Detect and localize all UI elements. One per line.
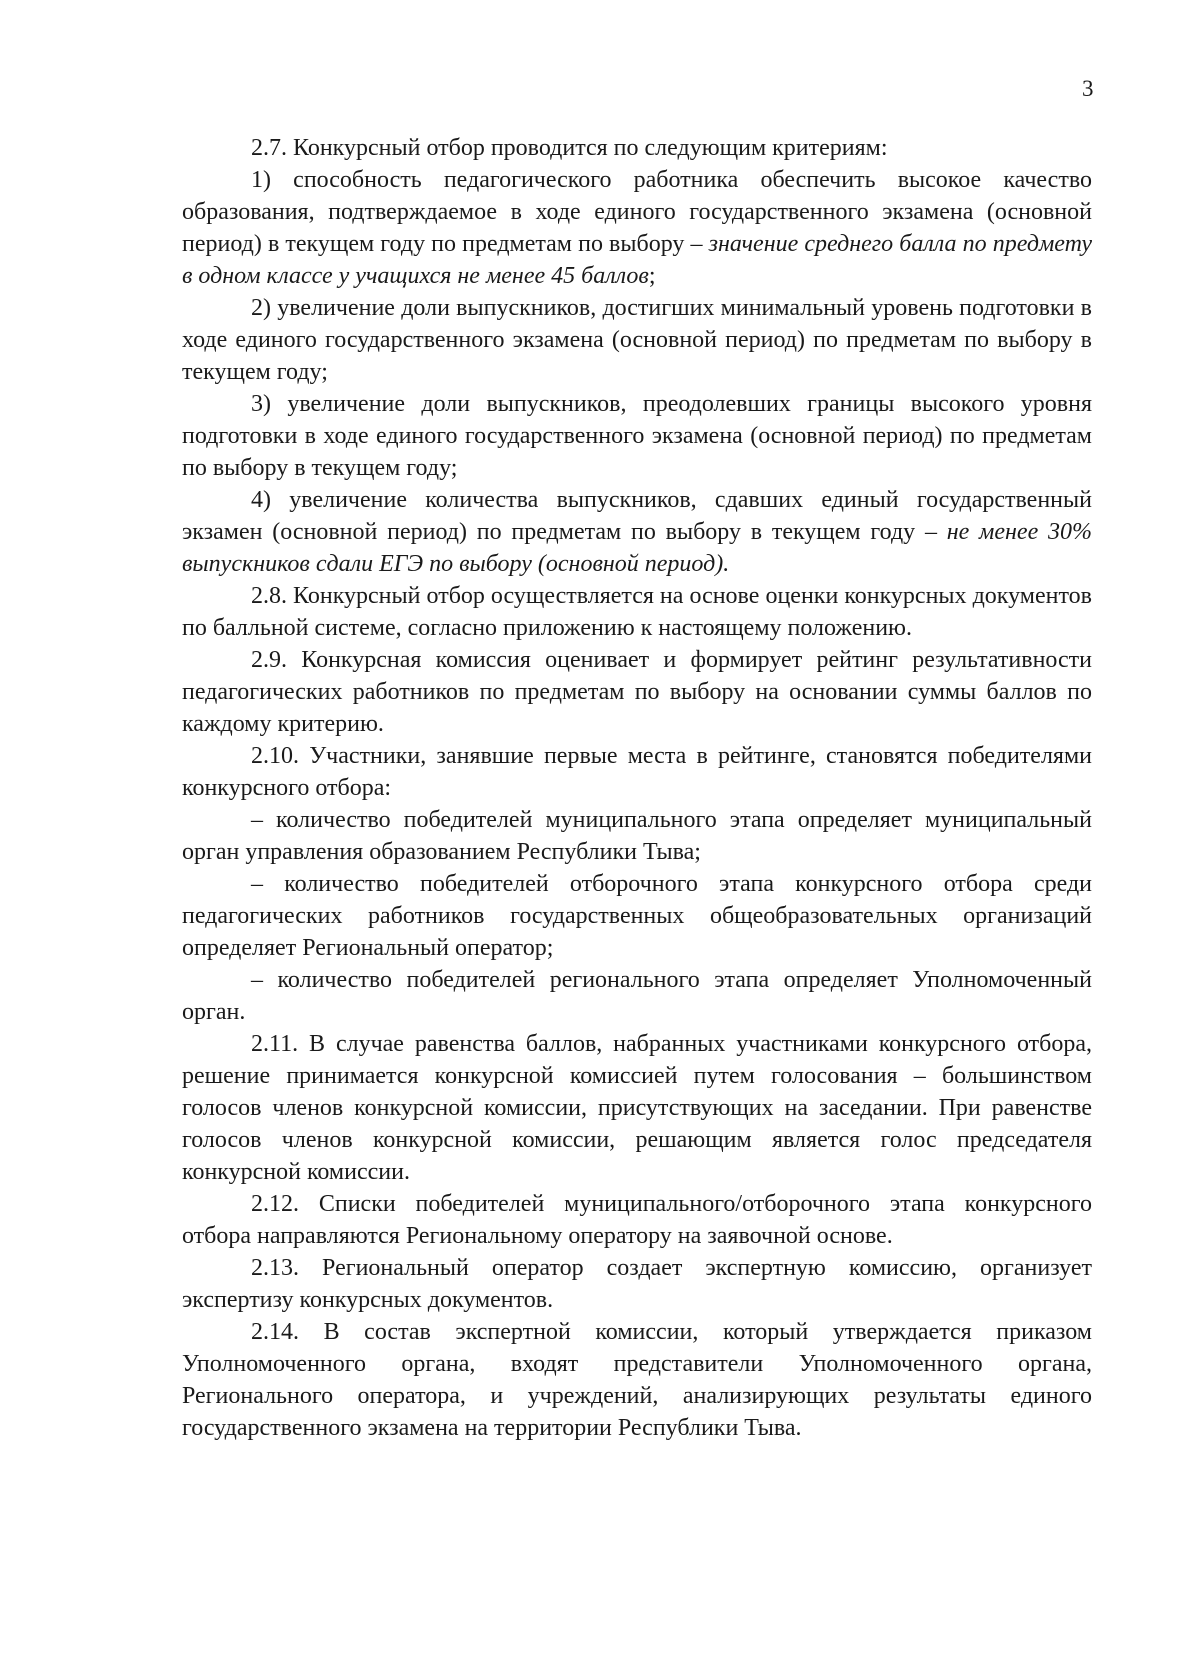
list-item-municipal [182,804,1092,868]
paragraph-text: – количество победителей регионального этапа определяет Уполномоченный орган. [182,967,1092,1025]
paragraph-2-13 [182,1252,1092,1316]
paragraph-text: 2.14. В состав экспертной комиссии, который утверждается приказом Уполномоченного органа, входят представители Уполномоченного органа, Регионального оператора, и учреждений, анализирующих результаты единого государственного экзамена на территории Республики Тыва. [182,1319,1092,1441]
paragraph-text: 4) увеличение количества выпускников, сдавших единый государственный экзамен (основной период) по предметам по выбору в текущем году – [182,487,1092,545]
paragraph-2-12 [182,1188,1092,1252]
list-item-qualifying [182,868,1092,964]
criterion-1 [182,164,1092,292]
paragraph-text: – количество победителей отборочного этапа конкурсного отбора среди педагогических работников государственных общеобразовательных организаций определяет Региональный оператор; [182,871,1092,961]
paragraph-text: – количество победителей муниципального этапа определяет муниципальный орган управления образованием Республики Тыва; [182,807,1092,865]
paragraph-2-9 [182,644,1092,740]
page-number: 3 [1082,76,1094,101]
paragraph-2-10 [182,740,1092,804]
paragraph-text: 3) увеличение доли выпускников, преодолевших границы высокого уровня подготовки в ходе единого государственного экзамена (основной период) по предметам по выбору в текущем году; [182,391,1092,481]
paragraph-text: 2.8. Конкурсный отбор осуществляется на основе оценки конкурсных документов по балльной системе, согласно приложению к настоящему положению. [182,583,1092,641]
paragraph-2-14 [182,1316,1092,1444]
paragraph-text: 2) увеличение доли выпускников, достигших минимальный уровень подготовки в ходе единого государственного экзамена (основной период) по предметам по выбору в текущем году; [182,295,1092,385]
paragraph-tail-text: ; [648,263,656,289]
paragraph-text: 2.7. Конкурсный отбор проводится по следующим критериям: [251,135,888,161]
paragraph-text: 2.13. Региональный оператор создает экспертную комиссию, организует экспертизу конкурсных документов. [182,1255,1092,1313]
paragraph-2-11 [182,1028,1092,1188]
paragraph-text: 2.10. Участники, занявшие первые места в рейтинге, становятся победителями конкурсного отбора: [182,743,1092,801]
paragraph-text: 2.12. Списки победителей муниципального/отборочного этапа конкурсного отбора направляются Региональному оператору на заявочной основе. [182,1191,1092,1249]
paragraph-text: 2.11. В случае равенства баллов, набранных участниками конкурсного отбора, решение принимается конкурсной комиссией путем голосования – большинством голосов членов конкурсной комиссии, присутствующих на заседании. При равенстве голосов членов конкурсной комиссии, решающим является голос председателя конкурсной комиссии. [182,1031,1092,1185]
criterion-2 [182,292,1092,388]
paragraph-2-8 [182,580,1092,644]
criterion-4 [182,484,1092,580]
paragraph-text: 1) способность педагогического работника обеспечить высокое качество образования, подтверждаемое в ходе единого государственного экзамена (основной период) в текущем году по предметам по выбору – [182,167,1092,257]
paragraph-text: 2.9. Конкурсная комиссия оценивает и формирует рейтинг результативности педагогических работников по предметам по выбору на основании суммы баллов по каждому критерию. [182,647,1092,737]
criterion-3 [182,388,1092,484]
paragraph-italic-text: значение среднего балла по предмету в одном классе у учащихся не менее 45 баллов [182,231,1092,289]
paragraph-italic-text: не менее 30% выпускников сдали ЕГЭ по выбору (основной период). [182,519,1092,577]
paragraph-2-7 [182,132,1092,164]
document-body [182,132,1092,1444]
list-item-regional [182,964,1092,1028]
